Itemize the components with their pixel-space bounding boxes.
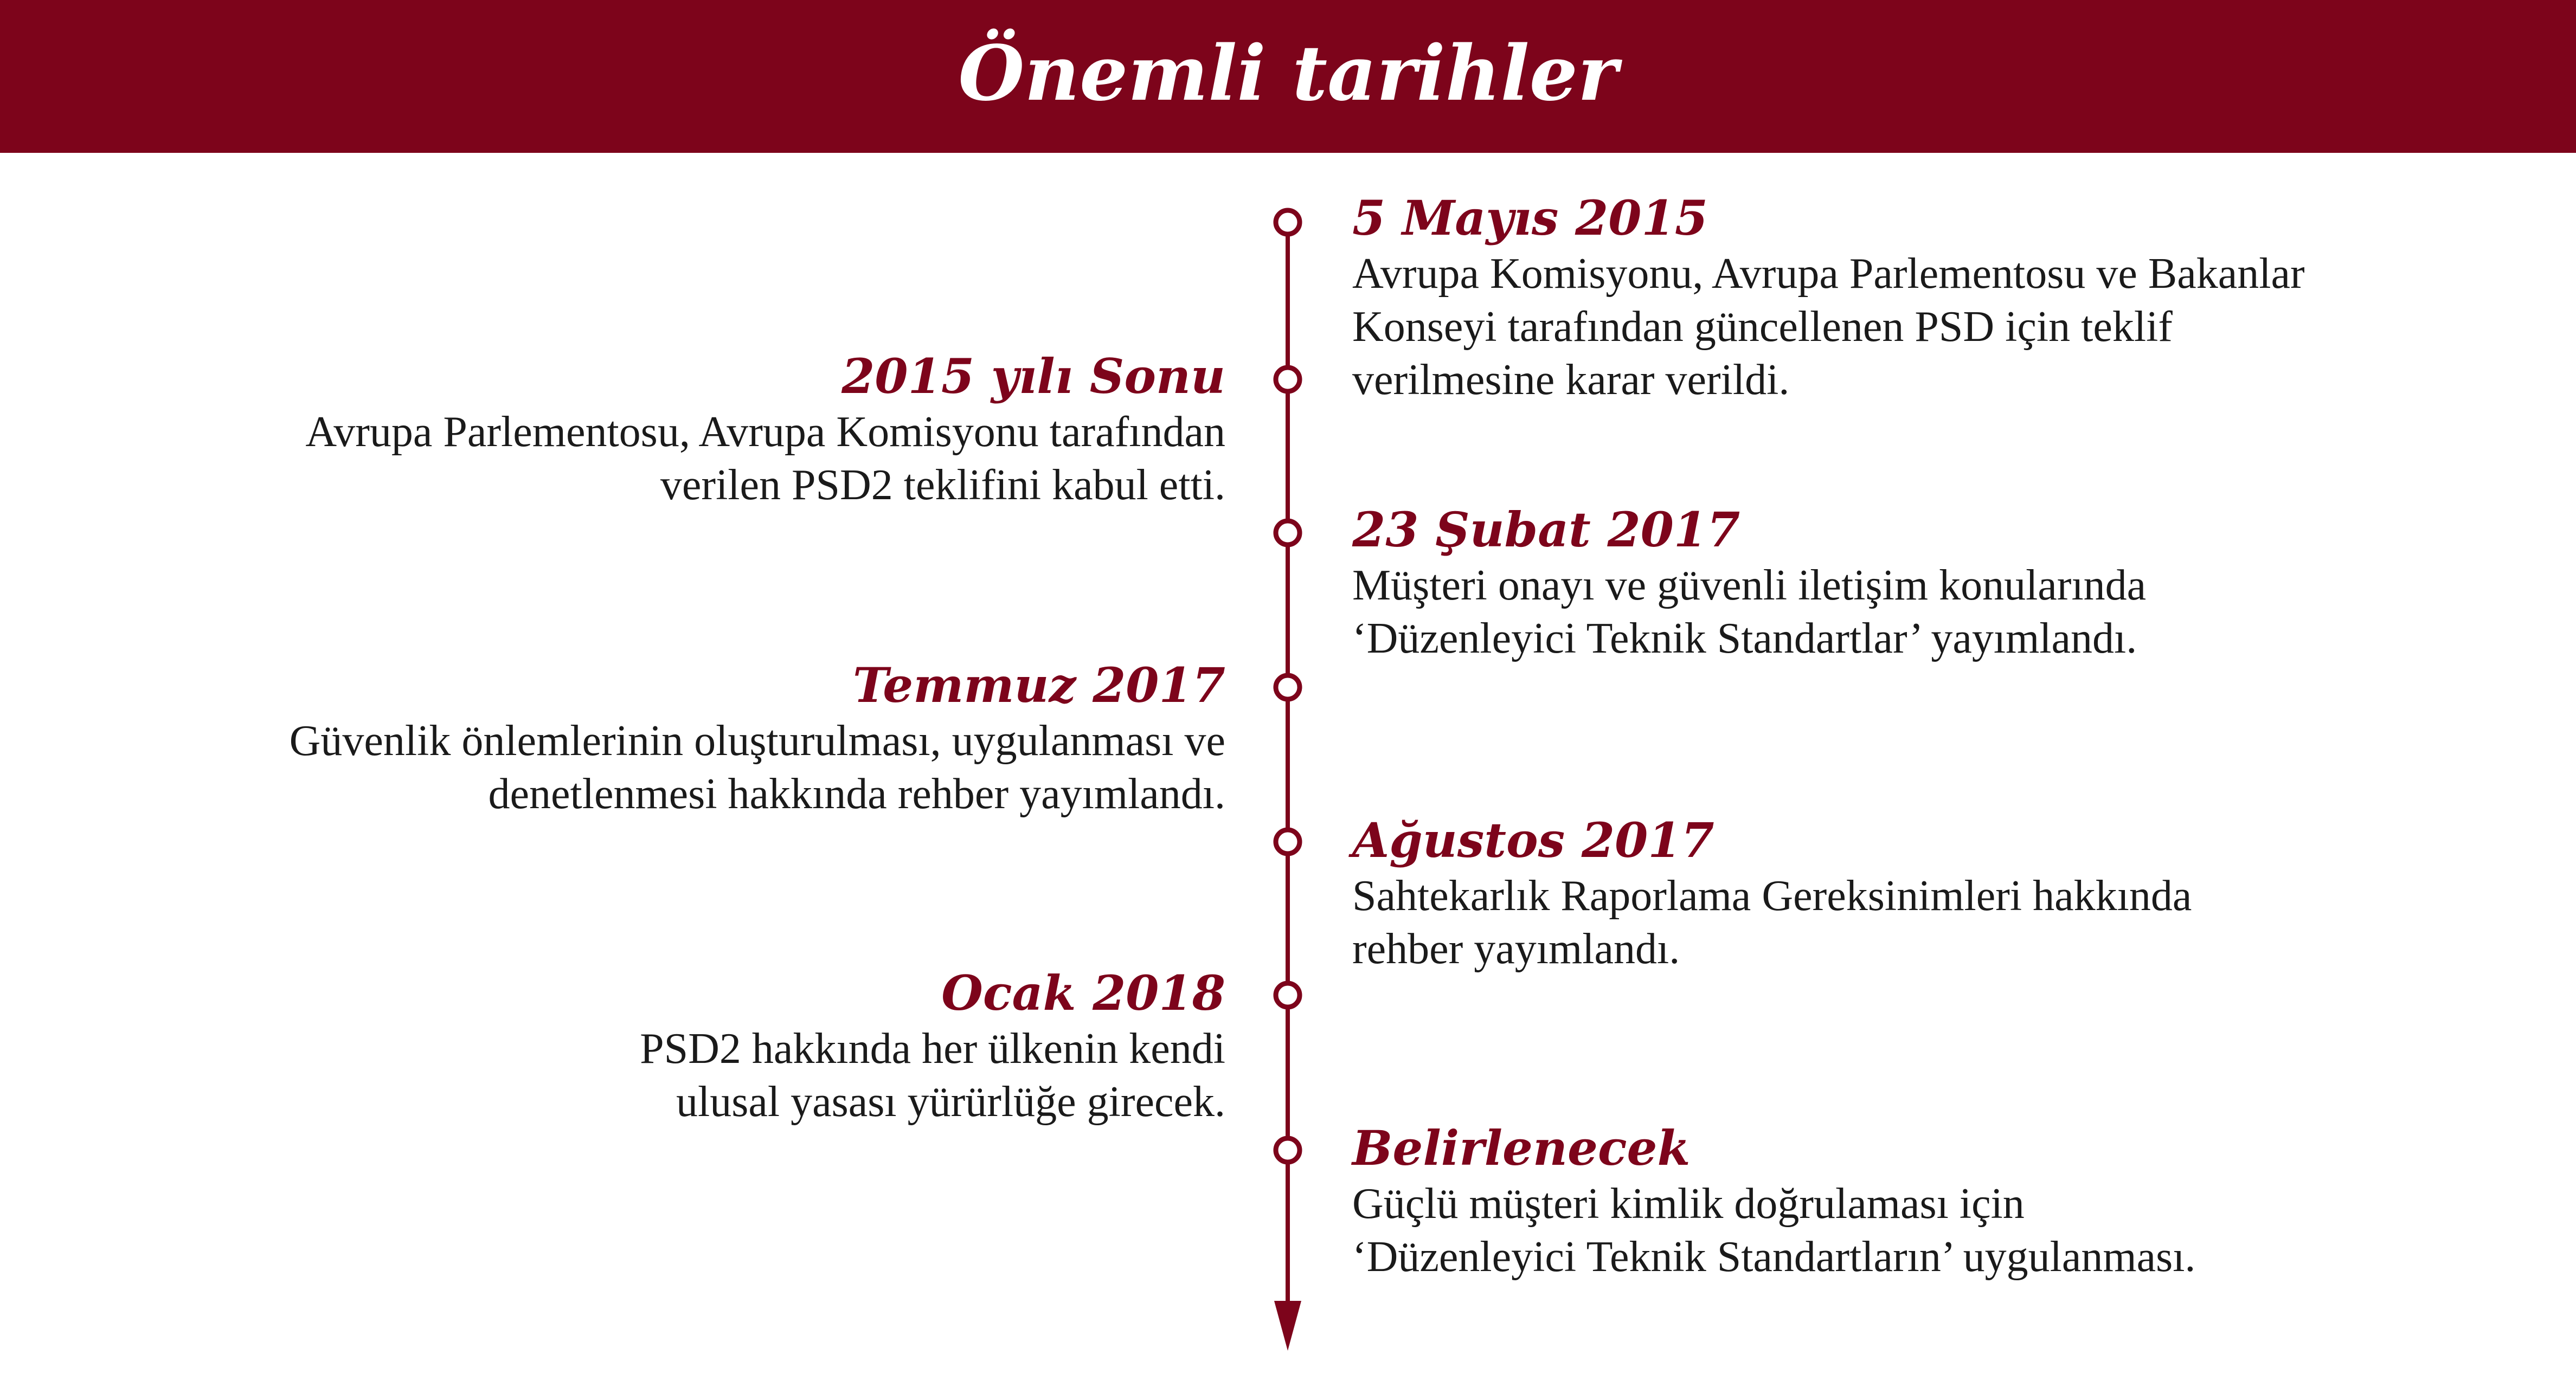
event-belirlenecek — [1352, 1121, 2410, 1284]
event-date: 2015 yılı Sonu — [841, 348, 1225, 404]
event-5-mayis-2015 — [1352, 191, 2410, 407]
timeline-arrow-head — [1274, 1301, 1301, 1351]
event-date: 23 Şubat 2017 — [1352, 501, 1740, 558]
event-ocak-2018 — [119, 966, 1225, 1128]
event-23-subat-2017 — [1352, 502, 2410, 665]
event-date: Temmuz 2017 — [852, 657, 1225, 713]
page-title: Önemli tarihler — [958, 29, 1618, 118]
timeline-node — [1276, 830, 1300, 854]
event-description: Müşteri onayı ve güvenli iletişim konularında ‘Düzenleyici Teknik Standartlar’ yayımlandı. — [1352, 562, 2147, 662]
event-date: Ağustos 2017 — [1352, 812, 1714, 868]
timeline-node — [1276, 675, 1300, 699]
event-description: Avrupa Parlementosu, Avrupa Komisyonu tarafından verilen PSD2 teklifini kabul etti. — [305, 408, 1225, 509]
timeline-node — [1276, 983, 1300, 1007]
timeline-node — [1276, 210, 1300, 234]
event-agustos-2017 — [1352, 813, 2410, 976]
event-description: Avrupa Komisyonu, Avrupa Parlementosu ve Bakanlar Konseyi tarafından güncellenen PSD için teklif verilmesine karar verildi. — [1352, 250, 2305, 404]
event-description: Sahtekarlık Raporlama Gereksinimleri hakkında rehber yayımlandı. — [1352, 872, 2192, 973]
event-date: Ocak 2018 — [941, 965, 1225, 1021]
event-description: PSD2 hakkında her ülkenin kendi ulusal yasası yürürlüğe girecek. — [640, 1025, 1225, 1126]
event-description: Güvenlik önlemlerinin oluşturulması, uygulanması ve denetlenmesi hakkında rehber yayımlandı. — [289, 717, 1225, 818]
event-temmuz-2017 — [119, 658, 1225, 821]
timeline-node — [1276, 1138, 1300, 1162]
timeline-node — [1276, 521, 1300, 545]
timeline-node — [1276, 367, 1300, 391]
event-description: Güçlü müşteri kimlik doğrulaması için ‘Düzenleyici Teknik Standartların’ uygulanması. — [1352, 1180, 2196, 1281]
event-date: 5 Mayıs 2015 — [1352, 190, 1708, 246]
event-date: Belirlenecek — [1352, 1120, 1691, 1176]
event-2015-yili-sonu — [119, 349, 1225, 512]
